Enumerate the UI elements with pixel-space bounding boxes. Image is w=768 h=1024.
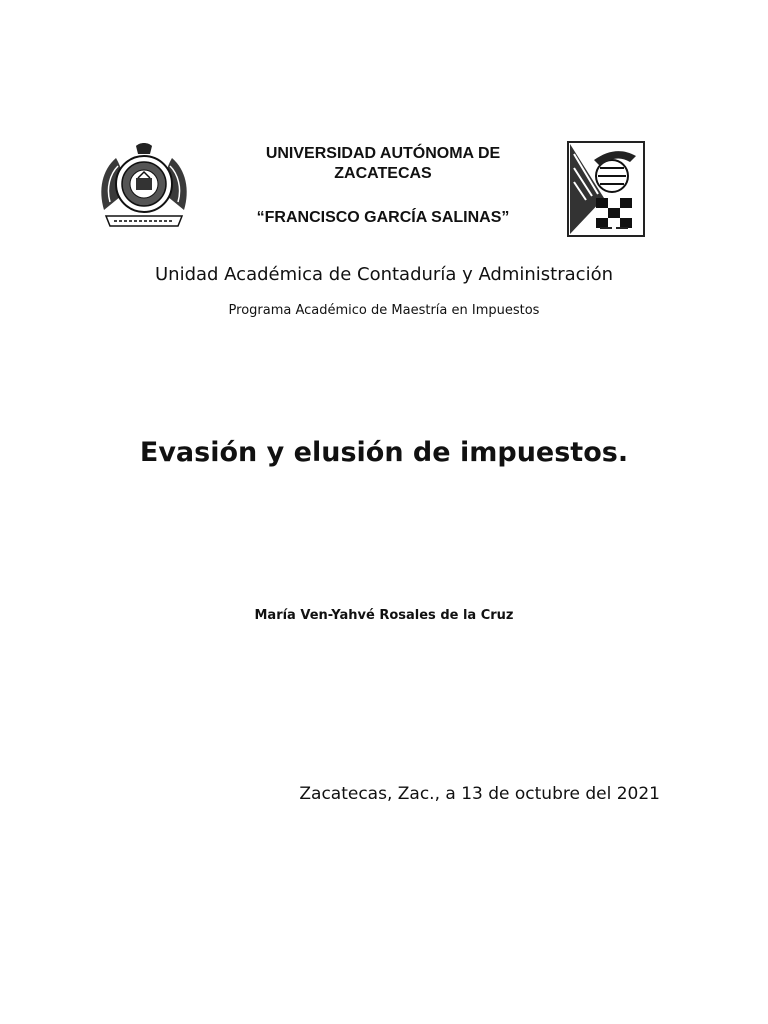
author-name: María Ven-Yahvé Rosales de la Cruz	[254, 608, 514, 623]
academic-unit: Unidad Académica de Contaduría y Administración	[154, 264, 613, 285]
university-name-line2: ZACATECAS	[334, 165, 432, 182]
academic-program: Programa Académico de Maestría en Impuestos	[228, 303, 540, 318]
document-title: Evasión y elusión de impuestos.	[139, 437, 629, 468]
faculty-emblem-icon	[564, 138, 648, 240]
university-honorific-name: “FRANCISCO GARCÍA SALINAS”	[256, 209, 510, 226]
place-and-date: Zacatecas, Zac., a 13 de octubre del 2021	[299, 784, 660, 804]
university-name-line1: UNIVERSIDAD AUTÓNOMA DE	[265, 145, 501, 162]
university-seal-icon	[96, 140, 192, 232]
